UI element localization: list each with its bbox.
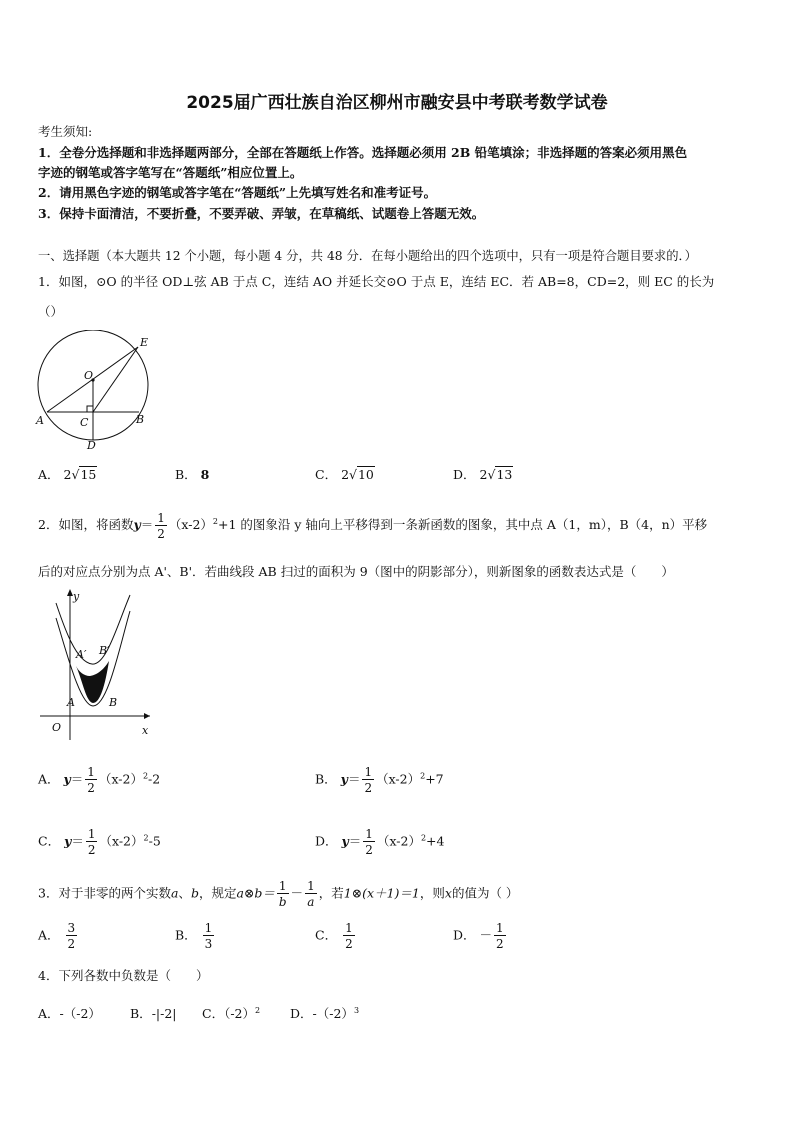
label-d: D — [87, 439, 96, 452]
q3-option-d: D． － $\frac{1}{2}$ — [453, 921, 504, 951]
label-e: E — [140, 336, 149, 349]
label-a: A — [36, 414, 44, 427]
page-title: 2025届广西壮族自治区柳州市融安县中考联考数学试卷 — [186, 93, 608, 113]
q3-option-c: C． $\frac{1}{2}$ — [315, 921, 353, 951]
q2-option-a: A． y＝ $\frac{1}{2}$ $(x-2)^2-2$ — [38, 765, 161, 795]
label-o: O — [52, 721, 62, 734]
q3-option-b: B． $\frac{1}{3}$ — [175, 921, 213, 951]
notice-heading: 考生须知: — [38, 124, 93, 139]
label-b: B — [109, 696, 118, 709]
q1-option-d: D． 2√13 — [453, 467, 513, 482]
shaded-region — [76, 661, 109, 703]
q1-circle-figure — [30, 330, 160, 455]
q4-option-c: C．$(-2)^2$ — [202, 1005, 261, 1021]
q3-option-a: A． $\frac{3}{2}$ — [38, 921, 76, 951]
segment-ec — [93, 347, 138, 412]
label-x: x — [142, 724, 149, 737]
q1-stem: 1．如图，⊙O 的半径 OD⊥弦 AB 于点 C，连结 AO 并延长交⊙O 于点 E，连结 EC．若 AB=8，CD=2，则 EC 的长为 — [38, 274, 715, 289]
q1-option-a: A． 2√15 — [38, 467, 97, 482]
label-y: y — [73, 590, 80, 603]
q1-option-b: B． 8 — [175, 467, 210, 482]
q2-stem-cont: 后的对应点分别为点 A'、B'．若曲线段 AB 扫过的面积为 9（图中的阴影部分），则新图象的函数表达式是（ ） — [38, 564, 674, 579]
q2-option-c: C． y＝ $\frac{1}{2}$ $(x-2)^2-5$ — [38, 827, 161, 857]
q1-stem-cont: （） — [38, 304, 64, 319]
notice-item-3: 3．保持卡面清洁，不要折叠，不要弄破、弄皱，在草稿纸、试题卷上答题无效。 — [38, 206, 485, 221]
notice-item-2: 2．请用黑色字迹的钢笔或答字笔在“答题纸”上先填写姓名和准考证号。 — [38, 185, 437, 200]
right-angle-mark — [87, 406, 93, 412]
q2-stem: 2．如图，将函数y＝ $\frac{1}{2}$ $(x-2)^2+1$ 的图象沿 y 轴向上平移得到一条新函数的图象，其中点 A（1，m），B（4，n）平移 — [38, 510, 708, 541]
label-a: A — [67, 696, 75, 709]
x-axis-arrow — [144, 713, 150, 719]
section-heading: 一、选择题（本大题共 12 个小题，每小题 4 分，共 48 分．在每小题给出的四个选项中，只有一项是符合题目要求的．） — [38, 249, 697, 263]
label-b-prime: B′ — [99, 644, 110, 657]
q1-option-c: C． 2√10 — [315, 467, 374, 482]
label-o: O — [84, 369, 94, 382]
q4-option-d: D．$-(-2)^3$ — [290, 1005, 360, 1021]
q4-option-b: B．-|-2| — [130, 1006, 177, 1021]
label-b: B — [136, 413, 145, 426]
label-c: C — [80, 416, 89, 429]
notice-item-1: 1．全卷分选择题和非选择题两部分，全部在答题纸上作答。选择题必须用 2B 铅笔填涂；非选择题的答案必须用黑色 — [38, 145, 688, 160]
q4-option-a: A．-（-2） — [38, 1006, 101, 1021]
q3-stem: 3．对于非零的两个实数a、b，规定a⊗b＝ $\frac{1}{b}$ － $\frac{1}{a}$ ，若1⊗(x＋1)＝1，则x的值为（ ） — [38, 879, 519, 909]
notice-item-1-cont: 字迹的钢笔或答字笔写在“答题纸”相应位置上。 — [38, 165, 303, 180]
label-a-prime: A′ — [76, 648, 87, 661]
q4-stem: 4．下列各数中负数是（ ） — [38, 968, 209, 983]
q2-option-d: D． y＝ $\frac{1}{2}$ $(x-2)^2+4$ — [315, 827, 445, 857]
q2-parabola-figure — [34, 585, 159, 745]
q2-option-b: B． y＝ $\frac{1}{2}$ $(x-2)^2+7$ — [315, 765, 444, 795]
